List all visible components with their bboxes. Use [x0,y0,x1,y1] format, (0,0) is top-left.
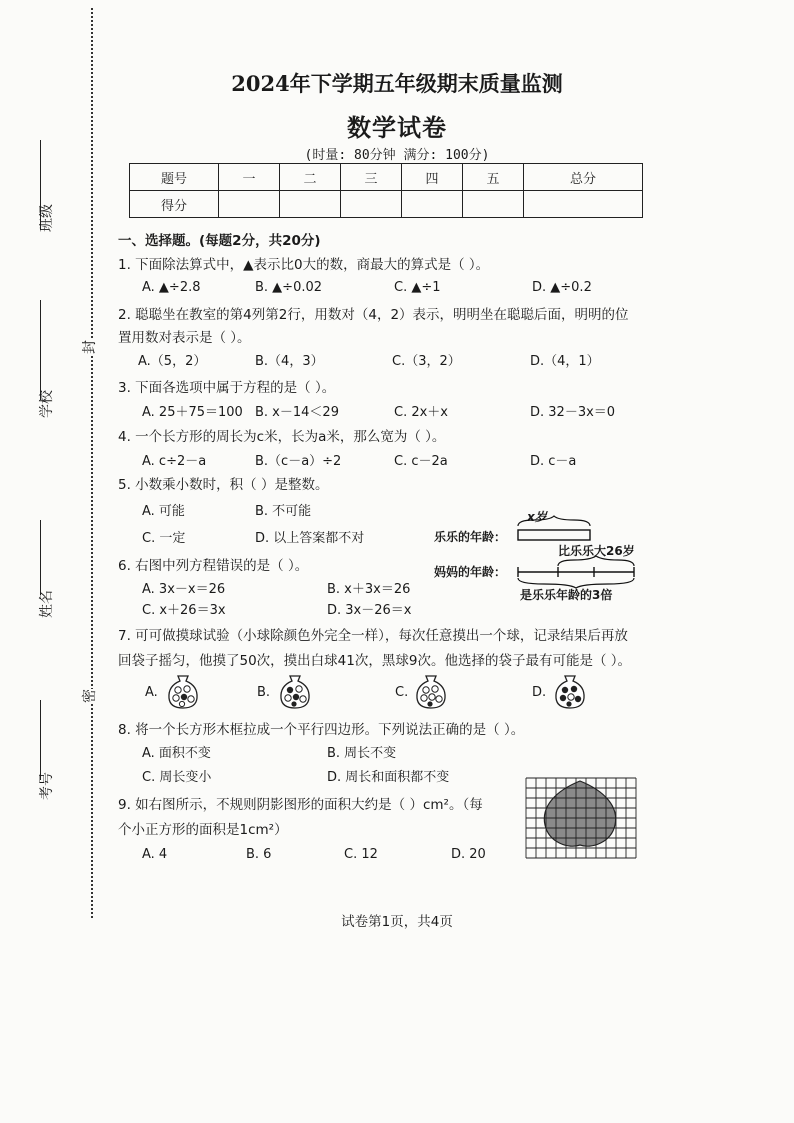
score-input-cell[interactable] [280,191,341,218]
exam-no-label: 考号 [39,772,55,800]
exam-no-fill-line [40,700,41,780]
score-cell: 二 [280,164,341,191]
seal-feng-mark: 封 [77,340,101,354]
time-info: (时量: 80分钟 满分: 100分) [304,148,490,163]
option[interactable]: D. [532,685,547,700]
age-line-diagram [434,508,644,608]
ball-bag-b-icon [277,670,313,710]
option[interactable]: B.（c－a）÷2 [255,454,342,469]
option[interactable]: C. 12 [344,847,378,862]
difference-label: 比乐乐大26岁 [558,544,635,558]
option[interactable]: C. [395,685,409,700]
option[interactable]: B.（4，3） [255,354,324,369]
ball-bag-d-icon [552,670,588,710]
mom-age-label: 妈妈的年龄： [434,565,507,579]
option[interactable]: A. 面积不变 [142,746,211,761]
option[interactable]: D. 20 [451,847,486,862]
area-grid-figure [525,777,637,859]
question-2-stem-line2: 置用数对表示是（ ）。 [118,330,251,346]
section-title: 一、选择题。(每题2分，共20分) [118,233,321,249]
question-4-stem: 4. 一个长方形的周长为c米，长为a米，那么宽为（ ）。 [118,429,446,445]
score-cell: 三 [341,164,402,191]
page-footer: 试卷第1页，共4页 [341,914,453,930]
option[interactable]: D. 32－3x＝0 [530,405,616,420]
score-table [129,163,643,218]
score-cell: 题号 [130,164,219,191]
subject-title: 数学试卷 [347,113,447,142]
option[interactable]: C. 周长变小 [142,770,212,785]
question-9-stem: 9. 如右图所示，不规则阴影图形的面积大约是（ ）cm²。（每 [118,797,483,813]
option[interactable]: D. 以上答案都不对 [255,531,365,546]
option[interactable]: B. 周长不变 [327,746,397,761]
option[interactable]: D. c－a [530,454,577,469]
var-label: x岁 [527,510,547,524]
option[interactable]: C. 2x＋x [394,405,448,420]
option[interactable]: A.（5，2） [138,354,207,369]
exam-title: 2024年下学期五年级期末质量监测 [231,71,563,96]
question-3-stem: 3. 下面各选项中属于方程的是（ ）。 [118,380,336,396]
question-7-stem-line2: 回袋子摇匀，他摸了50次，摸出白球41次，黑球9次。他选择的袋子最有可能是（ ）。 [118,653,631,669]
option[interactable]: D. 周长和面积都不变 [327,770,450,785]
question-6-stem: 6. 右图中列方程错误的是（ ）。 [118,558,309,574]
score-input-cell[interactable] [524,191,643,218]
option[interactable]: C. ▲÷1 [394,280,441,295]
question-2-stem: 2. 聪聪坐在教室的第4列第2行，用数对（4，2）表示，明明坐在聪聪后面，明明的位 [118,307,629,323]
option[interactable]: B. [257,685,271,700]
question-5-stem: 5. 小数乘小数时，积（ ）是整数。 [118,477,329,493]
option[interactable]: A. 3x－x＝26 [142,582,226,597]
score-cell: 五 [463,164,524,191]
score-row-label: 得分 [130,191,219,218]
option[interactable]: D. ▲÷0.2 [532,280,592,295]
score-input-cell[interactable] [219,191,280,218]
option[interactable]: B. 6 [246,847,272,862]
option[interactable]: A. c÷2－a [142,454,207,469]
option[interactable]: A. 可能 [142,504,185,519]
ball-bag-c-icon [413,670,449,710]
score-table-header-row [130,164,643,191]
ball-bag-a-icon [165,670,201,710]
name-label: 姓名 [39,590,55,618]
question-8-stem: 8. 将一个长方形木框拉成一个平行四边形。下列说法正确的是（ ）。 [118,722,525,738]
question-9-stem-line2: 个小正方形的面积是1cm²） [118,822,288,838]
school-label: 学校 [39,390,55,418]
option[interactable]: A. 25＋75＝100 [142,405,243,420]
score-cell: 四 [402,164,463,191]
name-fill-line [40,520,41,595]
score-cell: 一 [219,164,280,191]
score-input-cell[interactable] [402,191,463,218]
option[interactable]: B. 不可能 [255,504,312,519]
option[interactable]: D. 3x－26＝x [327,603,412,618]
diagram-lines [434,508,644,608]
option[interactable]: A. [145,685,158,700]
option[interactable]: D.（4，1） [530,354,600,369]
option[interactable]: B. ▲÷0.02 [255,280,323,295]
option[interactable]: A. 4 [142,847,168,862]
seal-mi-mark: 密 [77,689,101,703]
times-label: 是乐乐年龄的3倍 [520,588,613,602]
score-input-cell[interactable] [341,191,402,218]
class-label: 班级 [39,204,55,232]
option[interactable]: B. x＋3x＝26 [327,582,411,597]
option[interactable]: C.（3，2） [392,354,461,369]
option[interactable]: C. x＋26＝3x [142,603,226,618]
lele-age-label: 乐乐的年龄： [434,530,507,544]
school-fill-line [40,300,41,400]
score-input-cell[interactable] [463,191,524,218]
score-cell: 总分 [524,164,643,191]
option[interactable]: C. c－2a [394,454,448,469]
option[interactable]: B. x－14＜29 [255,405,339,420]
question-1-stem: 1. 下面除法算式中，▲表示比0大的数，商最大的算式是（ ）。 [118,257,490,273]
option[interactable]: C. 一定 [142,531,186,546]
question-7-stem: 7. 可可做摸球试验（小球除颜色外完全一样），每次任意摸出一个球，记录结果后再放 [118,628,628,644]
option[interactable]: A. ▲÷2.8 [142,280,201,295]
score-table-score-row [130,191,643,218]
